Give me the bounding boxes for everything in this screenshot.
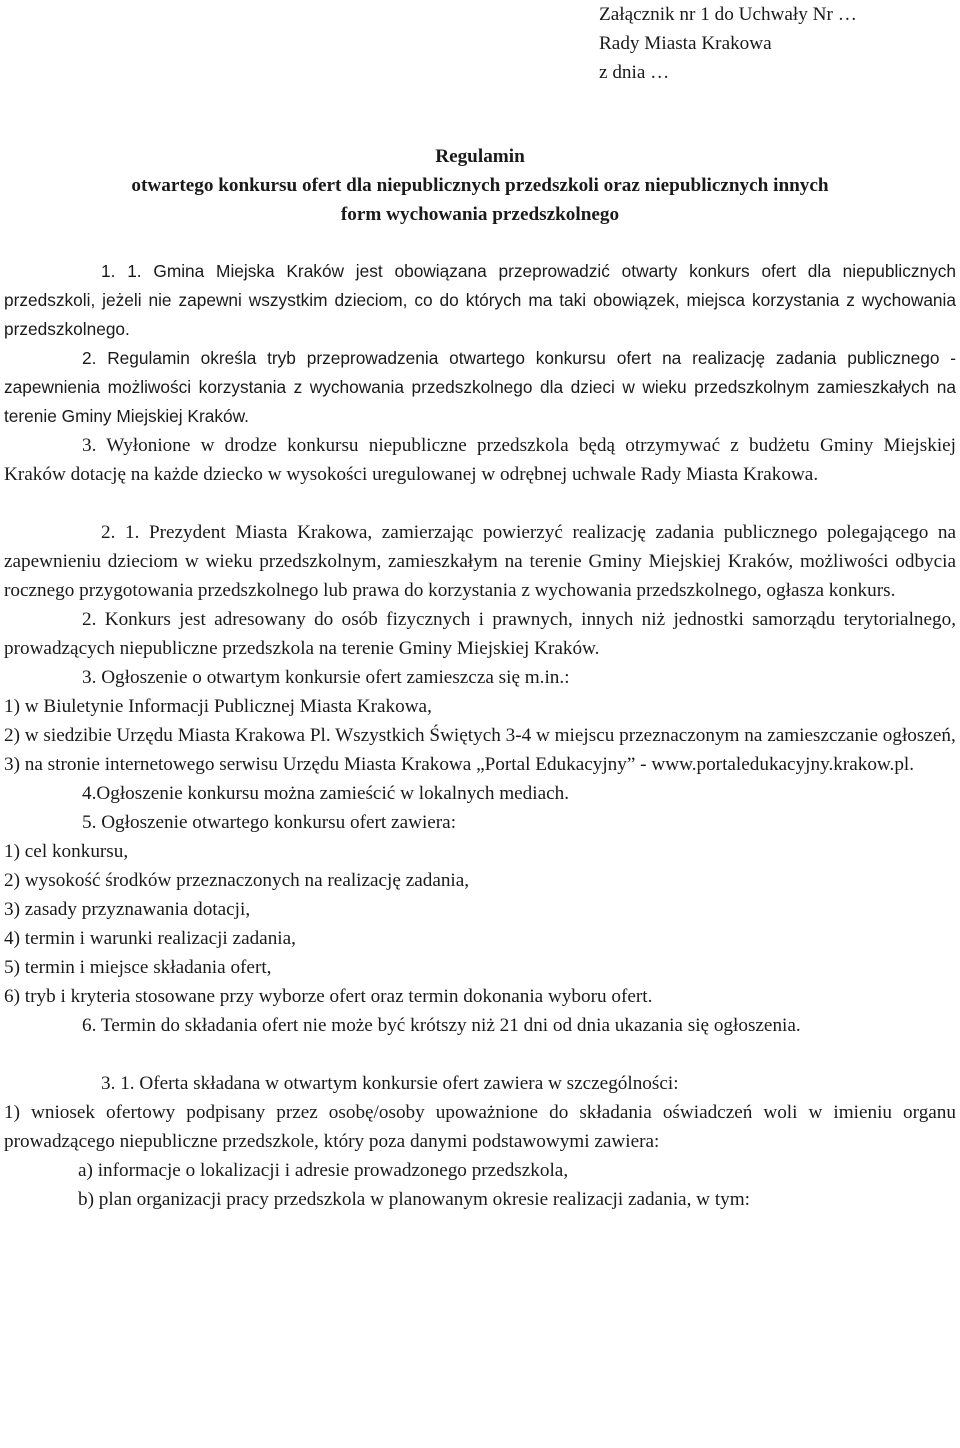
- section-2-list-item: 5) termin i miejsce składania ofert,: [4, 957, 272, 978]
- document-body: [4, 257, 956, 1214]
- title-line-2: otwartego konkursu ofert dla niepublicznych przedszkoli oraz niepublicznych innych: [131, 175, 829, 196]
- section-2-list-item: 4) termin i warunki realizacji zadania,: [4, 928, 296, 949]
- section-2-list-item: 3) zasady przyznawania dotacji,: [4, 899, 251, 920]
- header-line-2: Rady Miasta Krakowa: [599, 33, 772, 54]
- title-line-1: Regulamin: [435, 146, 525, 167]
- section-3-item-1: 1) wniosek ofertowy podpisany przez osobę/osoby upoważnione do składania oświadczeń woli w imieniu organu prowadzącego niepubliczne przedszkole, który poza danymi podstawowymi zawiera:: [4, 1102, 956, 1152]
- section-1-paragraph-3: 3. Wyłonione w drodze konkursu niepubliczne przedszkola będą otrzymywać z budżetu Gminy Miejskiej Kraków dotację na każde dziecko w wysokości uregulowanej w odrębnej uchwale Rady Miasta Krakowa.: [4, 435, 956, 485]
- section-2-paragraph-5: 5. Ogłoszenie otwartego konkursu ofert zawiera:: [82, 812, 457, 833]
- section-2-paragraph-6: 6. Termin do składania ofert nie może być krótszy niż 21 dni od dnia ukazania się ogłoszenia.: [82, 1015, 801, 1036]
- section-2-list-item: 3) na stronie internetowego serwisu Urzędu Miasta Krakowa „Portal Edukacyjny” - www.portaledukacyjny.krakow.pl.: [4, 754, 915, 775]
- section-3-sub-item-a: a) informacje o lokalizacji i adresie prowadzonego przedszkola,: [78, 1160, 569, 1181]
- section-2-paragraph-3: 3. Ogłoszenie o otwartym konkursie ofert zamieszcza się m.in.:: [82, 667, 570, 688]
- attachment-header: [599, 0, 857, 87]
- section-2-paragraph-1: 2. 1. Prezydent Miasta Krakowa, zamierzając powierzyć realizację zadania publicznego polegającego na zapewnieniu dzieciom w wieku przedszkolnym, zamieszkałym na terenie Gminy Miejskiej Kraków, możliwości odbycia rocznego przygotowania przedszkolnego lub prawa do korzystania z wychowania przedszkolnego, ogłasza konkurs.: [4, 522, 956, 601]
- section-3-paragraph-1: 3. 1. Oferta składana w otwartym konkursie ofert zawiera w szczególności:: [101, 1073, 679, 1094]
- section-1-paragraph-2: 2. Regulamin określa tryb przeprowadzenia otwartego konkursu ofert na realizację zadania publicznego - zapewnienia możliwości korzystania z wychowania przedszkolnego dla dzieci w wieku przedszkolnym zamieszkałych na terenie Gminy Miejskiej Kraków.: [4, 348, 956, 426]
- section-2-list-item: 6) tryb i kryteria stosowane przy wyborze ofert oraz termin dokonania wyboru ofert.: [4, 986, 653, 1007]
- document-title: [0, 142, 960, 229]
- section-3-sub-item-b: b) plan organizacji pracy przedszkola w planowanym okresie realizacji zadania, w tym:: [78, 1189, 750, 1210]
- section-2-paragraph-4: 4.Ogłoszenie konkursu można zamieścić w lokalnych mediach.: [82, 783, 569, 804]
- section-2-list-item: 2) wysokość środków przeznaczonych na realizację zadania,: [4, 870, 470, 891]
- section-1-paragraph-1: 1. 1. Gmina Miejska Kraków jest obowiązana przeprowadzić otwarty konkurs ofert dla niepublicznych przedszkoli, jeżeli nie zapewni wszystkim dzieciom, co do których ma taki obowiązek, miejsca korzystania z wychowania przedszkolnego.: [4, 261, 956, 339]
- section-2-list-item: 1) w Biuletynie Informacji Publicznej Miasta Krakowa,: [4, 696, 432, 717]
- header-line-3: z dnia …: [599, 62, 670, 83]
- title-line-3: form wychowania przedszkolnego: [340, 204, 620, 225]
- section-2-paragraph-2: 2. Konkurs jest adresowany do osób fizycznych i prawnych, innych niż jednostki samorządu terytorialnego, prowadzących niepubliczne przedszkola na terenie Gminy Miejskiej Kraków.: [4, 609, 956, 659]
- section-2-list-item: 1) cel konkursu,: [4, 841, 129, 862]
- section-2-list-item: 2) w siedzibie Urzędu Miasta Krakowa Pl. Wszystkich Świętych 3-4 w miejscu przeznaczonym na zamieszczanie ogłoszeń,: [4, 725, 956, 746]
- header-line-1: Załącznik nr 1 do Uchwały Nr …: [599, 4, 857, 25]
